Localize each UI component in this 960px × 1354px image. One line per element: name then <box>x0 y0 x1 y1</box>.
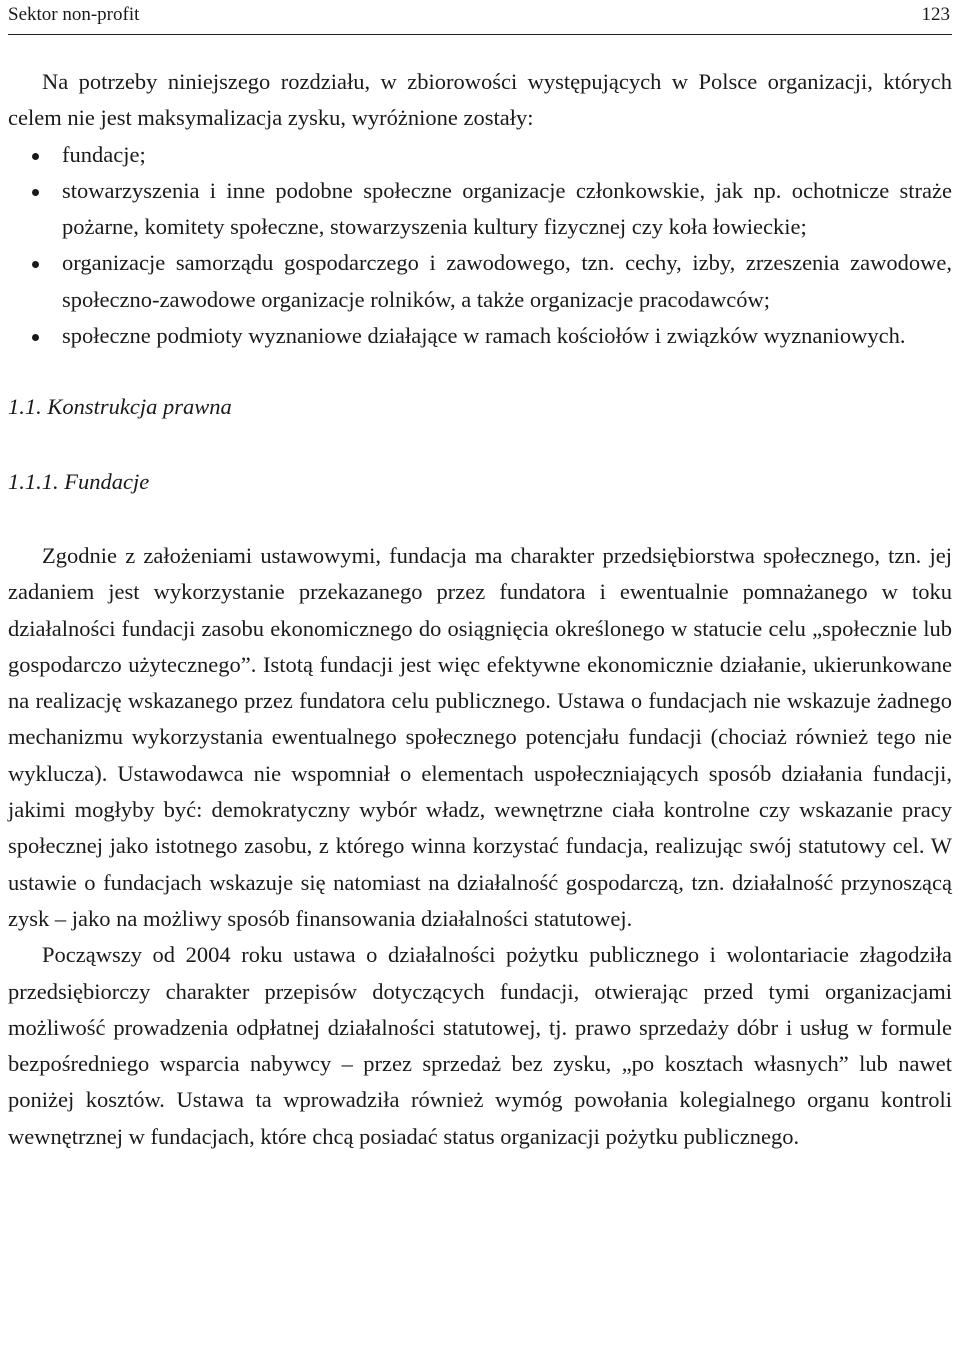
body-paragraph: Począwszy od 2004 roku ustawa o działalności pożytku publicznego i wolontariacie złagodziła przedsiębiorczy charakter przepisów dotyczących fundacji, otwierając przed tymi organizacjami możliwość prowadzenia odpłatnej działalności statutowej, tj. prawo sprzedaży dóbr i usług w formule bezpośredniego wsparcia nabywcy – przez sprzedaż bez zysku, „po kosztach własnych” lub nawet poniżej kosztów. Ustawa ta wprowadziła również wymóg powołania kolegialnego organu kontroli wewnętrznej w fundacjach, które chcą posiadać status organizacji pożytku publicznego. <box>8 942 952 1149</box>
list-item <box>8 245 952 318</box>
list-item <box>8 173 952 246</box>
list-item <box>8 318 952 354</box>
list-item-text: stowarzyszenia i inne podobne społeczne organizacje członkowskie, jak np. ochotnicze straże pożarne, komitety społeczne, stowarzyszenia kultury fizycznej czy koła łowieckie; <box>62 177 952 240</box>
bullet-icon <box>32 189 39 196</box>
intro-paragraph: Na potrzeby niniejszego rozdziału, w zbiorowości występujących w Polsce organizacji, których celem nie jest maksymalizacja zysku, wyróżnione zostały: <box>8 69 952 131</box>
bullet-icon <box>32 153 39 160</box>
list-item <box>8 137 952 173</box>
subsection-heading: 1.1.1. Fundacje <box>8 468 150 494</box>
bullet-icon <box>32 334 39 341</box>
running-header <box>8 0 952 35</box>
list-item-text: fundacje; <box>62 141 146 167</box>
body-paragraph: Zgodnie z założeniami ustawowymi, fundacja ma charakter przedsiębiorstwa społecznego, tzn. jej zadaniem jest wykorzystanie przekazanego przez fundatora i ewentualnie pomnażanego w toku działalności fundacji zasobu ekonomicznego do osiągnięcia określonego w statucie celu „społecznie lub gospodarczo użytecznego”. Istotą fundacji jest więc efektywne ekonomicznie działanie, ukierunkowane na realizację wskazanego przez fundatora celu publicznego. Ustawa o fundacjach nie wskazuje żadnego mechanizmu wykorzystania ewentualnego społecznego potencjału fundacji (chociaż również tego nie wyklucza). Ustawodawca nie wspomniał o elementach uspołeczniających sposób działania fundacji, jakimi mogłyby być: demokratyczny wybór władz, wewnętrzne ciała kontrolne czy wskazanie pracy społecznej jako istotnego zasobu, z którego winna korzystać fundacja, realizując swój statutowy cel. W ustawie o fundacjach wskazuje się natomiast na działalność gospodarczą, tzn. działalność przynoszącą zysk – jako na możliwy sposób finansowania działalności statutowej. <box>8 542 952 931</box>
list-item-text: organizacje samorządu gospodarczego i zawodowego, tzn. cechy, izby, zrzeszenia zawodowe, społeczno-zawodowe organizacje rolników, a także organizacje pracodawców; <box>62 250 952 312</box>
running-head-section-title: Sektor non-profit <box>8 4 140 25</box>
list-item-text: społeczne podmioty wyznaniowe działające w ramach kościołów i związków wyznaniowych. <box>62 323 906 349</box>
bullet-icon <box>32 261 39 268</box>
page-number: 123 <box>921 4 950 25</box>
organization-types-list <box>8 137 952 355</box>
section-heading: 1.1. Konstrukcja prawna <box>8 394 232 420</box>
page-body <box>8 64 952 1155</box>
